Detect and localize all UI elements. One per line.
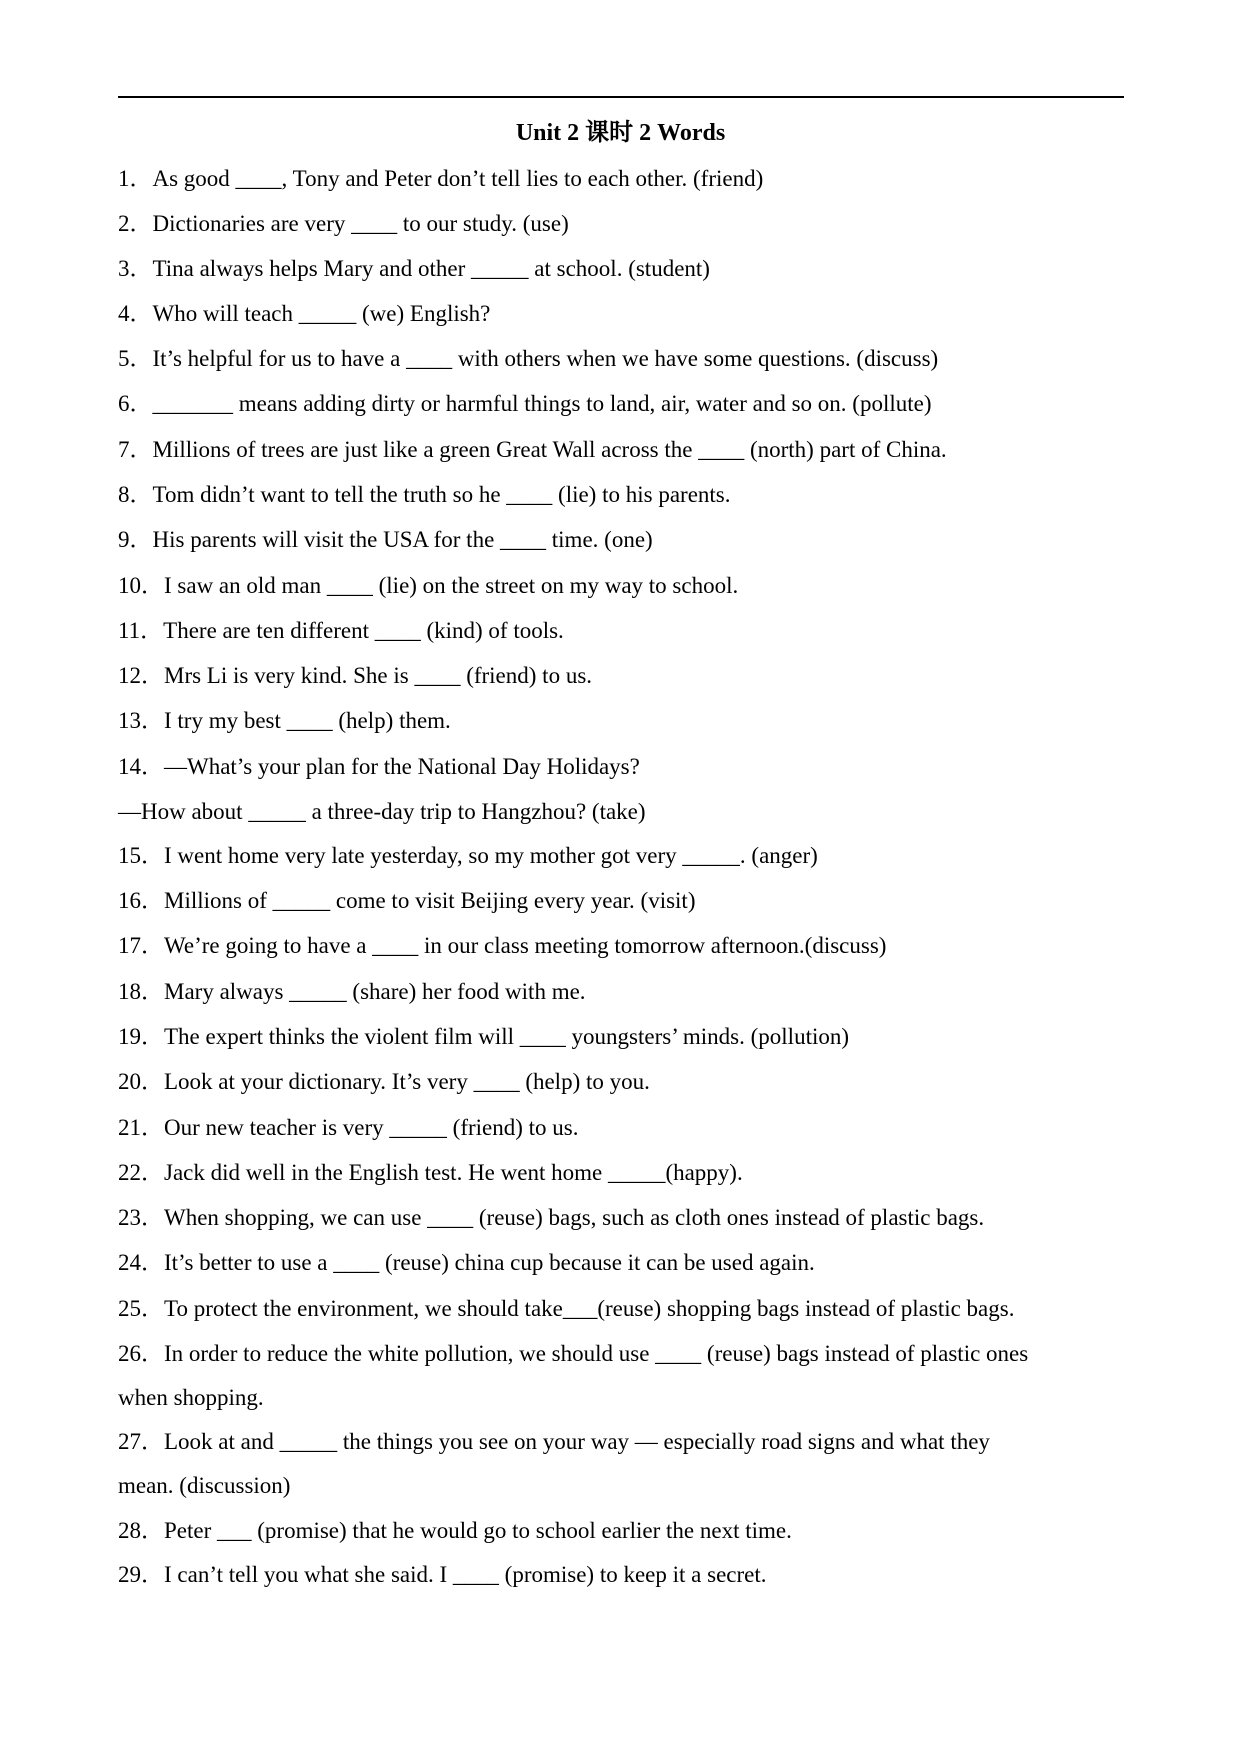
- exercise-line: 4．Who will teach _____ (we) English?: [118, 301, 491, 326]
- exercise-line: when shopping.: [118, 1385, 264, 1410]
- exercise-line: 26．In order to reduce the white pollution, we should use ____ (reuse) bags instead of plastic ones: [118, 1341, 1029, 1366]
- exercise-line: 21．Our new teacher is very _____ (friend) to us.: [118, 1115, 579, 1140]
- header-rule: [118, 96, 1124, 98]
- exercise-line: 3．Tina always helps Mary and other _____ at school. (student): [118, 256, 710, 281]
- exercise-line: 17．We’re going to have a ____ in our class meeting tomorrow afternoon.(discuss): [118, 933, 887, 958]
- exercise-line: 29．I can’t tell you what she said. I ____ (promise) to keep it a secret.: [118, 1562, 767, 1587]
- exercise-line: 8．Tom didn’t want to tell the truth so he ____ (lie) to his parents.: [118, 482, 731, 507]
- exercise-line: 25．To protect the environment, we should take___(reuse) shopping bags instead of plastic bags.: [118, 1296, 1015, 1321]
- exercise-line: 23．When shopping, we can use ____ (reuse) bags, such as cloth ones instead of plastic bags.: [118, 1205, 985, 1230]
- exercise-line: 14．—What’s your plan for the National Day Holidays?: [118, 754, 640, 779]
- exercise-line: 20．Look at your dictionary. It’s very ____ (help) to you.: [118, 1069, 650, 1094]
- exercise-line: 12．Mrs Li is very kind. She is ____ (friend) to us.: [118, 663, 593, 688]
- exercise-line: 28．Peter ___ (promise) that he would go to school earlier the next time.: [118, 1518, 792, 1543]
- exercise-line: 2．Dictionaries are very ____ to our study. (use): [118, 211, 569, 236]
- exercise-line: 15．I went home very late yesterday, so my mother got very _____. (anger): [118, 843, 818, 868]
- exercise-line: mean. (discussion): [118, 1473, 291, 1498]
- exercise-line: —How about _____ a three-day trip to Hangzhou? (take): [118, 799, 646, 824]
- exercise-line: 9．His parents will visit the USA for the ____ time. (one): [118, 527, 653, 552]
- exercise-line: 16．Millions of _____ come to visit Beijing every year. (visit): [118, 888, 696, 913]
- exercise-line: 24．It’s better to use a ____ (reuse) china cup because it can be used again.: [118, 1250, 815, 1275]
- exercise-line: 13．I try my best ____ (help) them.: [118, 708, 451, 733]
- exercise-line: 6．_______ means adding dirty or harmful things to land, air, water and so on. (pollute): [118, 391, 932, 416]
- exercise-line: 27．Look at and _____ the things you see on your way — especially road signs and what they: [118, 1429, 990, 1454]
- exercise-line: 10．I saw an old man ____ (lie) on the street on my way to school.: [118, 573, 739, 598]
- exercise-line: 22．Jack did well in the English test. He went home _____(happy).: [118, 1160, 743, 1185]
- exercise-line: 11．There are ten different ____ (kind) of tools.: [118, 618, 564, 643]
- exercise-line: 5．It’s helpful for us to have a ____ with others when we have some questions. (discuss): [118, 346, 939, 371]
- exercise-line: 7．Millions of trees are just like a green Great Wall across the ____ (north) part of China.: [118, 437, 947, 462]
- page-title: Unit 2 课时 2 Words: [515, 120, 726, 146]
- exercise-line: 1．As good ____, Tony and Peter don’t tell lies to each other. (friend): [118, 166, 764, 191]
- exercise-line: 19．The expert thinks the violent film will ____ youngsters’ minds. (pollution): [118, 1024, 850, 1049]
- exercise-line: 18．Mary always _____ (share) her food with me.: [118, 979, 586, 1004]
